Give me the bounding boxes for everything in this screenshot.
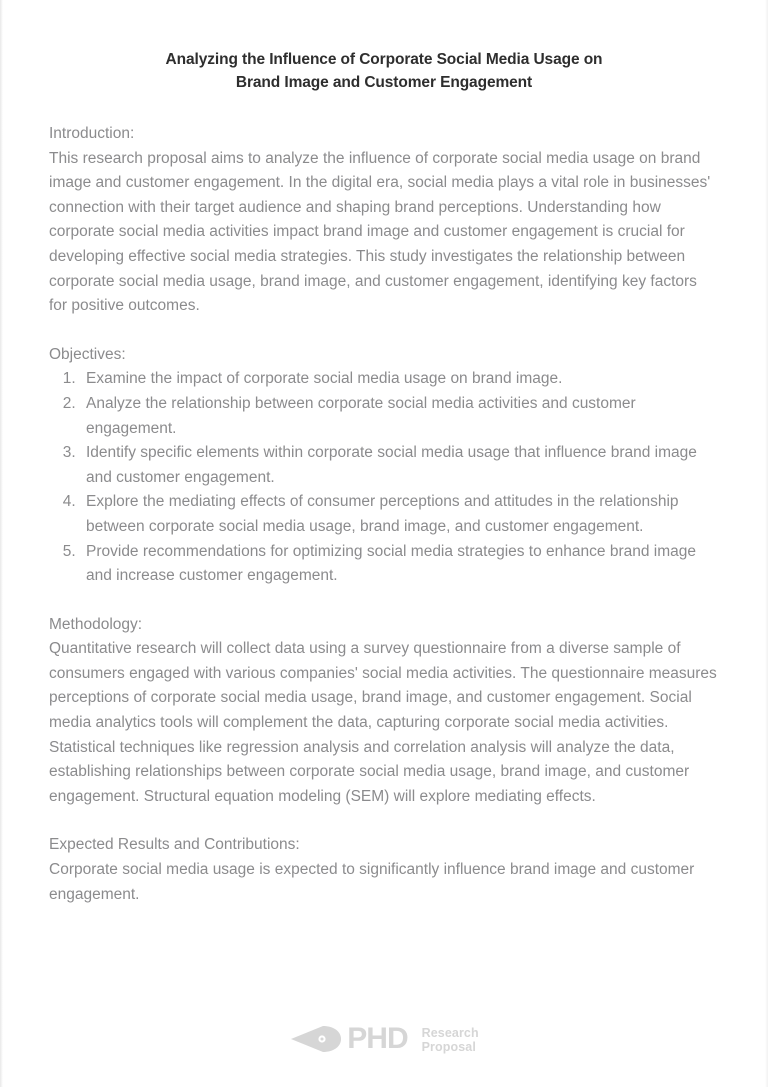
introduction-paragraph: This research proposal aims to analyze the influence of corporate social media usage on brand image and customer engagement. In the digital era, social media plays a vital role in businesses' connection with their target audience and shaping brand perceptions. Understanding how corporate social media activities impact brand image and customer engagement is crucial for developing effective social media strategies. This study investigates the relationship between corporate social media usage, brand image, and customer engagement, identifying key factors for positive outcomes. bbox=[49, 149, 711, 315]
expected-results-paragraph: Corporate social media usage is expected to significantly influence brand image and customer engagement. bbox=[49, 861, 695, 903]
section-methodology bbox=[49, 613, 719, 810]
pen-nib-icon bbox=[289, 1023, 349, 1055]
page-title-line-2: Brand Image and Customer Engagement bbox=[235, 74, 533, 91]
page-title-line-1: Analyzing the Influence of Corporate Social Media Usage on bbox=[165, 51, 603, 68]
footer-logo bbox=[0, 1023, 768, 1055]
list-item: 1. Examine the impact of corporate social media usage on brand image. bbox=[80, 367, 719, 392]
logo-tagline-line-2: Proposal bbox=[421, 1039, 476, 1054]
logo-wordmark: PHD bbox=[347, 1022, 408, 1055]
list-item: 2. Analyze the relationship between corporate social media activities and customer engagement. bbox=[80, 392, 719, 441]
document-body bbox=[0, 122, 768, 907]
expected-results-heading: Expected Results and Contributions: bbox=[49, 836, 300, 854]
methodology-heading: Methodology: bbox=[49, 615, 143, 633]
logo-mark bbox=[289, 1023, 407, 1055]
section-objectives bbox=[49, 343, 719, 589]
list-item: 5. Provide recommendations for optimizing social media strategies to enhance brand image and increase customer engagement. bbox=[80, 540, 719, 589]
list-item: 4. Explore the mediating effects of consumer perceptions and attitudes in the relationship between corporate social media usage, brand image, and customer engagement. bbox=[80, 490, 719, 539]
introduction-heading: Introduction: bbox=[49, 125, 135, 142]
objectives-heading: Objectives: bbox=[49, 345, 126, 363]
list-item: 3. Identify specific elements within corporate social media usage that influence brand image and customer engagement. bbox=[80, 441, 719, 490]
objectives-list bbox=[49, 367, 719, 588]
logo-tagline-line-1: Research bbox=[421, 1025, 479, 1040]
logo-tagline bbox=[422, 1026, 479, 1054]
section-introduction bbox=[49, 122, 719, 319]
page-title bbox=[0, 0, 768, 94]
methodology-paragraph: Quantitative research will collect data using a survey questionnaire from a diverse sample of consumers engaged with various companies' social media activities. The questionnaire measures perceptions of corporate social media usage, brand image, and customer engagement. Social media analytics tools will complement the data, capturing corporate social media activities. Statistical techniques like regression analysis and correlation analysis will analyze the data, establishing relationships between corporate social media usage, brand image, and customer engagement. Structural equation modeling (SEM) will explore mediating effects. bbox=[49, 640, 717, 805]
section-expected-results bbox=[49, 833, 719, 907]
